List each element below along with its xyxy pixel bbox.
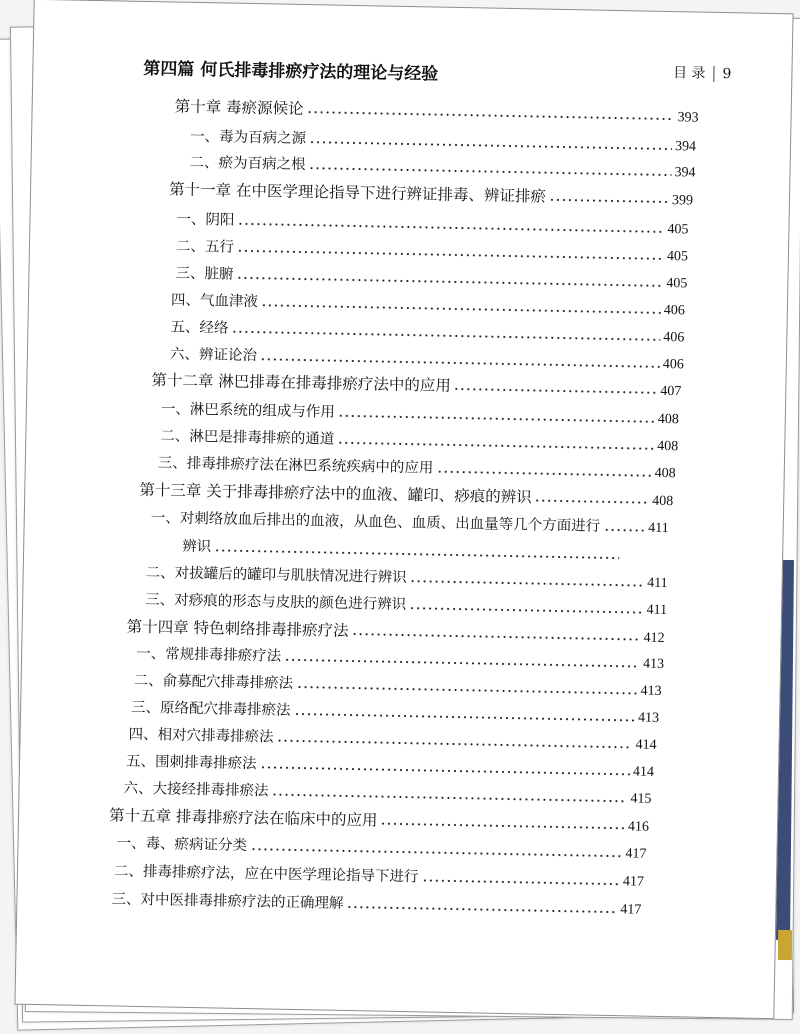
entry-page: 413 <box>642 656 665 673</box>
entry-page: 406 <box>663 302 685 319</box>
entry-title: 二、俞募配穴排毒排瘀法 <box>133 672 294 692</box>
entry-title: 六、大接经排毒排瘀法 <box>123 780 269 800</box>
toc-entry[interactable] <box>174 95 698 129</box>
header-page-number: 9 <box>722 66 732 83</box>
entry-title: 二、排毒排瘀疗法，应在中医学理论指导下进行 <box>113 863 419 886</box>
entry-page: 411 <box>646 602 668 619</box>
book-spine-yellow <box>778 930 792 960</box>
entry-title: 四、相对穴排毒排瘀法 <box>128 726 274 746</box>
entry-page: 415 <box>630 791 652 807</box>
entry-page: 408 <box>657 411 679 428</box>
dot-leader <box>346 903 617 916</box>
entry-title: 一、对刺络放血后排出的血液，从血色、血质、出血量等几个方面进行 <box>150 510 601 535</box>
entry-page: 412 <box>643 630 665 647</box>
entry-page: 414 <box>635 737 657 753</box>
dot-leader <box>276 737 632 752</box>
entry-page: 408 <box>652 493 674 510</box>
entry-title: 一、毒为百病之源 <box>189 128 307 148</box>
toc-entry[interactable] <box>111 887 641 921</box>
dot-leader <box>260 355 660 371</box>
entry-title: 第十一章 在中医学理论指导下进行辨证排毒、辨证排瘀 <box>168 180 547 206</box>
entry-page: 405 <box>667 222 689 238</box>
entry-title: 六、辨证论治 <box>169 346 258 365</box>
dot-leader <box>250 845 623 860</box>
dot-leader <box>436 468 652 480</box>
entry-page: 405 <box>666 249 689 265</box>
entry-page: 399 <box>671 193 694 209</box>
entry-page: 417 <box>620 902 642 918</box>
dot-leader <box>271 791 627 806</box>
entry-title: 二、对拔罐后的罐印与肌肤情况进行辨识 <box>145 565 407 587</box>
entry-title: 一、淋巴系统的组成与作用 <box>160 401 335 421</box>
dot-leader <box>214 546 619 562</box>
entry-title: 一、毒、瘀病证分类 <box>116 835 248 855</box>
entry-title: 五、围刺排毒排瘀法 <box>125 753 257 773</box>
entry-title: 三、排毒排瘀疗法在淋巴系统疾病中的应用 <box>157 455 434 477</box>
entry-title: 三、原络配穴排毒排瘀法 <box>130 699 291 719</box>
dot-leader <box>296 683 638 698</box>
entry-title: 三、脏腑 <box>175 265 234 283</box>
entry-title: 二、五行 <box>175 238 235 256</box>
entry-title: 二、淋巴是排毒排瘀的通道 <box>160 428 335 448</box>
dot-leader <box>306 108 674 123</box>
entry-page: 413 <box>640 683 662 699</box>
dot-leader <box>337 439 654 453</box>
entry-title: 三、对痧痕的形态与皮肤的颜色进行辨识 <box>145 592 407 614</box>
entry-page: 394 <box>674 165 696 181</box>
entry-page: 394 <box>674 139 697 155</box>
entry-title: 第十章 毒瘀源候论 <box>174 97 304 118</box>
toc-page <box>14 0 793 1019</box>
dot-leader <box>603 526 645 535</box>
dot-leader <box>236 274 663 290</box>
dot-leader <box>261 301 661 317</box>
entry-page: 408 <box>657 438 679 455</box>
entry-page: 414 <box>632 764 655 780</box>
table-of-contents <box>15 0 792 1018</box>
entry-title: 一、阴阳 <box>176 211 235 229</box>
entry-page: 413 <box>637 710 660 726</box>
entry-page: 405 <box>666 275 688 292</box>
dot-leader <box>237 247 664 263</box>
dot-leader <box>293 710 635 725</box>
dot-leader <box>409 604 644 617</box>
dot-leader <box>380 820 625 833</box>
entry-page: 406 <box>663 329 685 346</box>
entry-title: 四、气血津液 <box>170 292 259 311</box>
entry-title: 一、常规排毒排瘀疗法 <box>136 645 282 665</box>
entry-page: 408 <box>654 465 676 482</box>
header-label: 目 录 <box>672 65 706 82</box>
dot-leader <box>308 164 671 179</box>
entry-title: 第十四章 特色刺络排毒排瘀疗法 <box>126 617 349 640</box>
entry-title: 辨识 <box>182 538 212 556</box>
dot-leader <box>284 656 640 671</box>
entry-page: 411 <box>648 520 669 537</box>
part-title <box>143 54 443 84</box>
entry-page: 417 <box>622 874 645 890</box>
dot-leader <box>535 497 650 507</box>
dot-leader <box>338 412 655 426</box>
entry-page: 406 <box>662 356 684 373</box>
entry-title: 第十五章 排毒排瘀疗法在临床中的应用 <box>108 806 378 830</box>
entry-page: 411 <box>646 575 668 592</box>
entry-title: 五、经络 <box>170 319 229 337</box>
entry-title: 第十二章 淋巴排毒在排毒排瘀疗法中的应用 <box>151 371 451 395</box>
entry-title: 二、瘀为百病之根 <box>189 154 306 174</box>
dot-leader <box>309 138 672 153</box>
part-title-text: 第四篇 何氏排毒排瘀疗法的理论与经验 <box>143 58 439 85</box>
entry-title: 第十三章 关于排毒排瘀疗法中的血液、罐印、痧痕的辨识 <box>139 480 532 507</box>
dot-leader <box>410 577 645 590</box>
entry-page: 407 <box>660 383 682 400</box>
entry-page: 393 <box>677 110 699 126</box>
dot-leader <box>231 328 660 344</box>
entry-title: 三、对中医排毒排瘀疗法的正确理解 <box>111 891 344 912</box>
entry-page: 416 <box>627 819 650 835</box>
dot-leader <box>259 763 630 778</box>
entry-page: 417 <box>625 846 647 862</box>
dot-leader <box>237 220 664 236</box>
dot-leader <box>549 196 669 206</box>
dot-leader <box>421 876 620 888</box>
dot-leader <box>454 385 658 397</box>
dot-leader <box>351 630 640 644</box>
